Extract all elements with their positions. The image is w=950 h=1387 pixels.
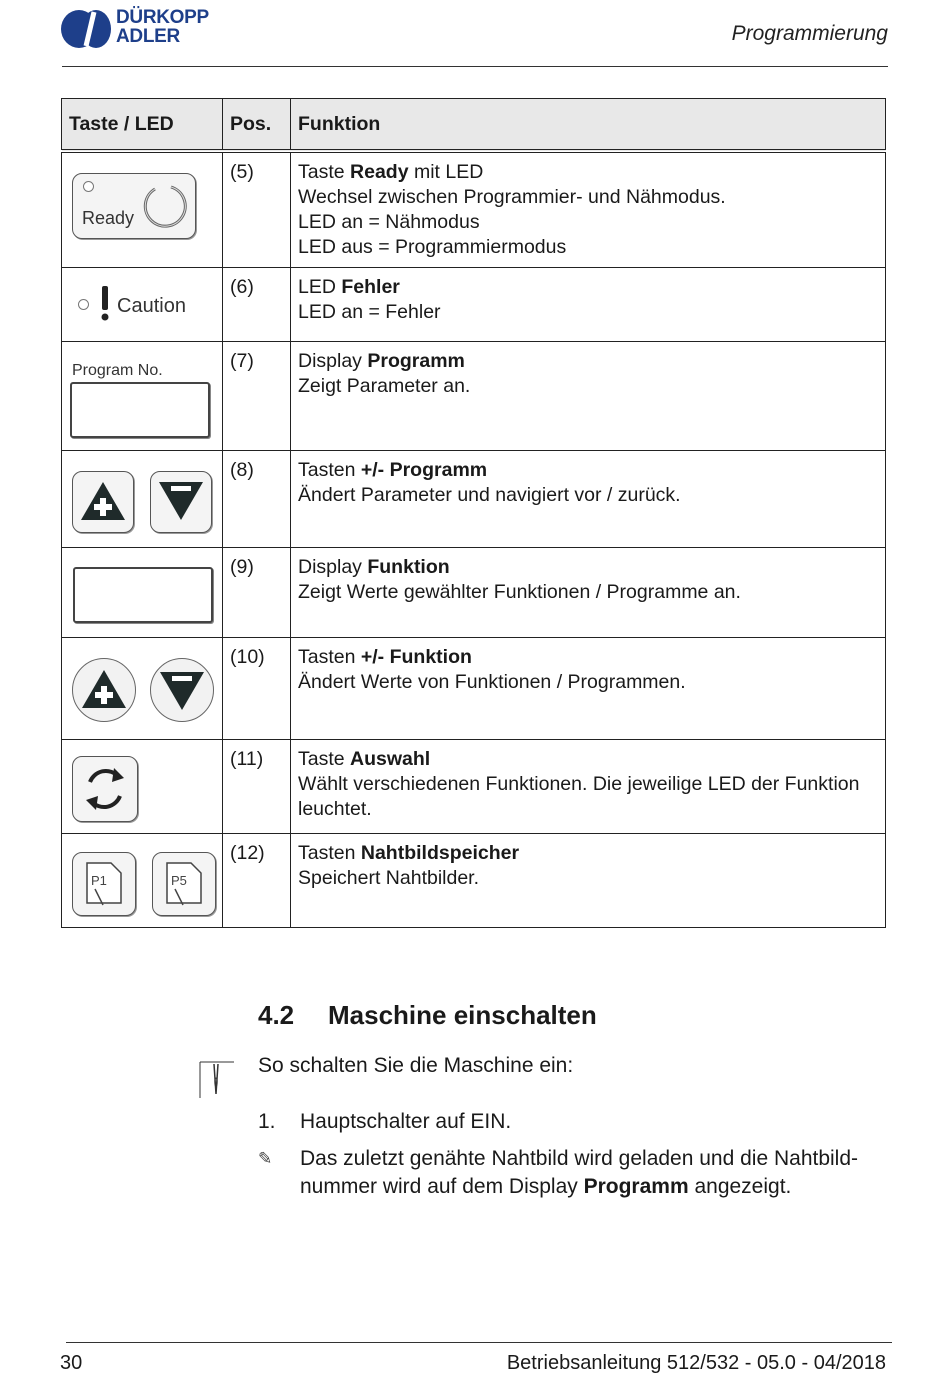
row-function: Tasten +/- Funktion Ändert Werte von Funktionen / Programmen. (291, 638, 886, 740)
row-function: Taste Auswahl Wählt verschiedenen Funktionen. Die jeweilige LED der Funktion leuchtet. (291, 740, 886, 834)
program-no-label: Program No. (72, 362, 163, 379)
column-header-key: Taste / LED (62, 99, 223, 152)
cycle-arrows-icon (78, 762, 132, 816)
ready-key-label: Ready (82, 208, 135, 228)
function-minus-key (150, 658, 214, 722)
minus-triangle-icon (158, 668, 206, 714)
row-pos: (10) (223, 638, 291, 740)
svg-text:P5: P5 (171, 873, 187, 888)
exclamation-icon (100, 286, 110, 322)
row-function: LED Fehler LED an = Fehler (291, 268, 886, 342)
program-display (70, 382, 210, 438)
table-row (62, 268, 886, 342)
plus-triangle-icon (79, 478, 127, 524)
function-display-image (62, 548, 223, 638)
section-intro: So schalten Sie die Maschine ein: (258, 1054, 574, 1077)
column-header-pos: Pos. (223, 99, 291, 152)
needle-icon (196, 1058, 236, 1100)
program-minus-key (150, 471, 212, 533)
minus-triangle-icon (157, 478, 205, 524)
p1-key (72, 852, 136, 916)
table-row (62, 342, 886, 451)
column-header-function: Funktion (291, 99, 886, 152)
row-function: Taste Ready mit LED Wechsel zwischen Programmier- und Nähmodus. LED an = Nähmodus LED aus = Programmiermodus (291, 151, 886, 268)
row-pos: (7) (223, 342, 291, 451)
caution-label: Caution (117, 295, 186, 317)
power-ring-icon (141, 182, 189, 230)
led-icon (83, 181, 94, 192)
function-plus-minus-image (62, 638, 223, 740)
function-plus-key (72, 658, 136, 722)
table-row (62, 548, 886, 638)
function-table (61, 98, 886, 928)
brand-name: DÜRKOPP ADLER (116, 7, 209, 47)
row-pos: (8) (223, 451, 291, 548)
program-plus-key (72, 471, 134, 533)
row-pos: (5) (223, 151, 291, 268)
program-display-image (62, 342, 223, 451)
row-pos: (11) (223, 740, 291, 834)
ready-key-image (62, 151, 223, 268)
ready-key (72, 173, 196, 239)
logo-mark-icon (60, 8, 112, 50)
led-icon (78, 299, 89, 310)
row-function: Display Funktion Zeigt Werte gewählter Funktionen / Programme an. (291, 548, 886, 638)
table-row (62, 451, 886, 548)
row-pos: (6) (223, 268, 291, 342)
table-header-row (62, 99, 886, 152)
table-row (62, 638, 886, 740)
row-function: Tasten Nahtbildspeicher Speichert Nahtbilder. (291, 834, 886, 928)
table-row (62, 740, 886, 834)
p5-key (152, 852, 216, 916)
seam-page-icon (81, 859, 127, 909)
document-reference: Betriebsanleitung 512/532 - 05.0 - 04/2018 (506, 1352, 886, 1374)
row-pos: (9) (223, 548, 291, 638)
seam-page-icon (161, 859, 207, 909)
row-function: Display Programm Zeigt Parameter an. (291, 342, 886, 451)
table-row (62, 151, 886, 268)
result-arrow-icon: ✎ (258, 1149, 273, 1168)
page-number: 30 (60, 1352, 83, 1374)
header-divider (62, 66, 888, 67)
table-row (62, 834, 886, 928)
function-display (73, 567, 213, 623)
row-function: Tasten +/- Programm Ändert Parameter und navigiert vor / zurück. (291, 451, 886, 548)
row-pos: (12) (223, 834, 291, 928)
section-heading: 4.2 Maschine einschalten (258, 1000, 597, 1030)
select-key (72, 756, 138, 822)
footer-divider (66, 1342, 892, 1343)
svg-text:P1: P1 (91, 873, 107, 888)
caution-led-image (62, 268, 223, 342)
plus-triangle-icon (80, 666, 128, 712)
select-key-image (62, 740, 223, 834)
result-text: Das zuletzt genähte Nahtbild wird geladen und die Nahtbild-nummer wird auf dem Display Programm angezeigt. (300, 1147, 859, 1198)
brand-logo (60, 8, 230, 50)
program-plus-minus-image (62, 451, 223, 548)
step-text: Hauptschalter auf EIN. (300, 1110, 512, 1133)
page-header-title: Programmierung (731, 22, 888, 45)
seam-memory-keys-image (62, 834, 223, 928)
step-number: 1. (258, 1110, 276, 1133)
